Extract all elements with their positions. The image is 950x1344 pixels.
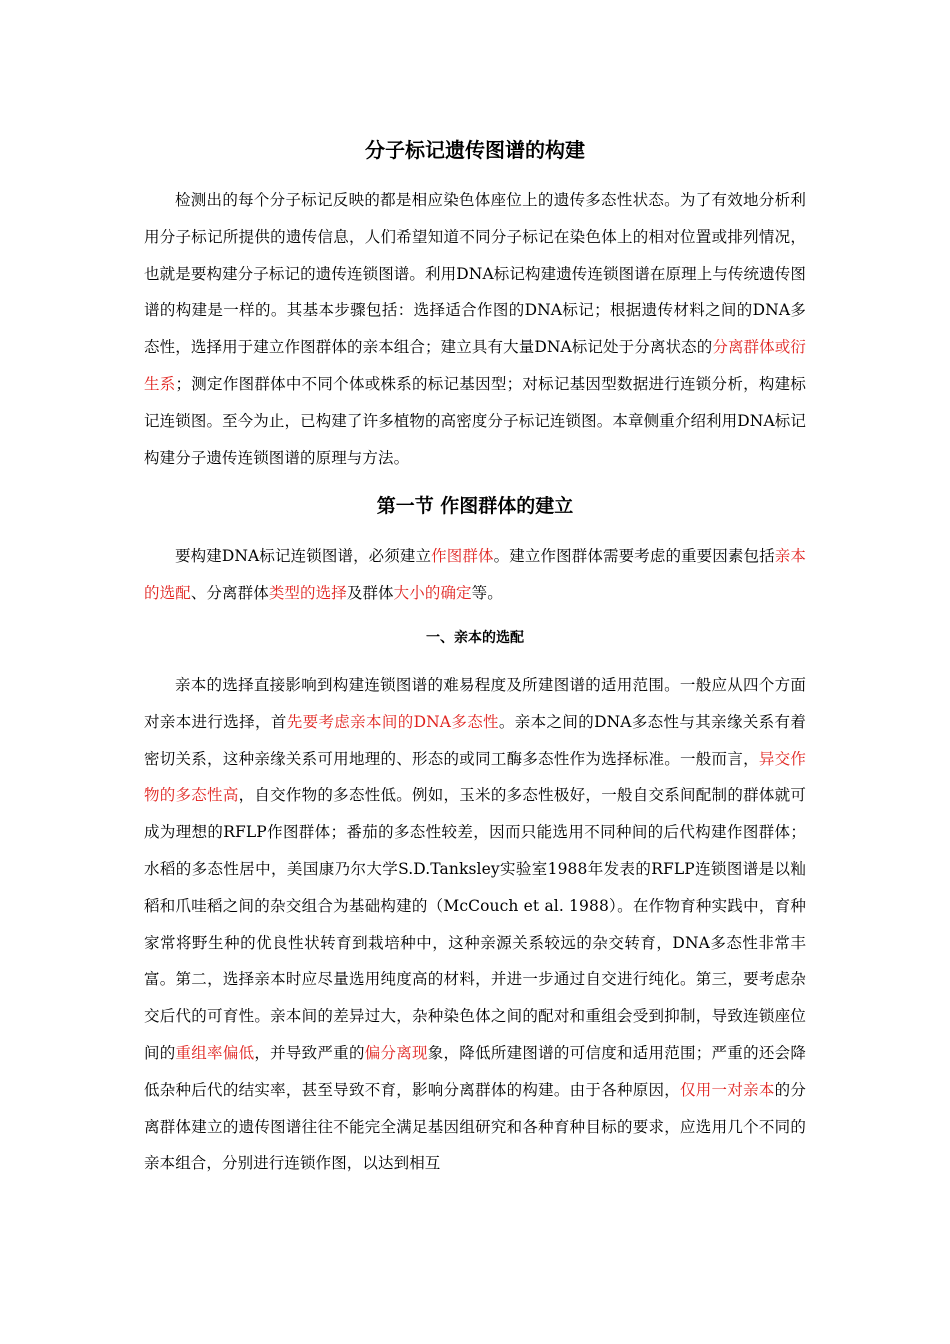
highlight-mapping-population: 作图群体 [431,547,494,565]
document-title: 分子标记遗传图谱的构建 [365,138,585,162]
highlight-type-selection: 类型的选择 [268,583,347,602]
subsection-paragraph [144,667,806,1182]
sub-text-3: ，自交作物的多态性低。例如，玉米的多态性极好，一般自交系间配制的群体就可成为理想的RFLP作图群体；番茄的多态性较差，因而只能选用不同种间的后代构建作图群体；水稻的多态性居中，美国康乃尔大学S.D.Tanksley实验室1988年发表的RFLP连锁图谱是以籼稻和爪哇稻之间的杂交组合为基础构建的（McCouch et al. 1988）。在作物育种实践中，育种家常将野生种的优良性状转育到栽培种中，这种亲源关系较远的杂交转育，DNA多态性非常丰富。第二，选择亲本时应尽量选用纯度高的材料，并进一步通过自交进行纯化。第三，要考虑杂交后代的可育性。亲本间的差异过大，杂种染色体之间的配对和重组会受到抑制，导致连锁座位间的 [144,786,806,1062]
intro-text-1: 检测出的每个分子标记反映的都是相应染色体座位上的遗传多态性状态。为了有效地分析利用分子标记所提供的遗传信息，人们希望知道不同分子标记在染色体上的相对位置或排列情况，也就是要构建分子标记的遗传连锁图谱。利用DNA标记构建遗传连锁图谱在原理上与传统遗传图谱的构建是一样的。其基本步骤包括：选择适合作图的DNA标记；根据遗传材料之间的DNA多态性，选择用于建立作图群体的亲本组合；建立具有大量DNA标记处于分离状态的 [144,191,806,357]
sub-text-1: 亲本的选择直接影响到构建连锁图谱的难易程度及所建图谱的适用范围。一般应从四个方面对亲本进行选择，首 [144,676,806,731]
highlight-segregation-distortion: 偏分离现 [364,1043,428,1062]
highlight-low-recombination: 重组率偏低 [175,1043,255,1062]
section-text-4: 及群体 [346,583,394,602]
section-paragraph [144,538,806,612]
section-text-2: 。建立作图群体需要考虑的重要因素包括 [493,547,775,565]
highlight-single-parent-pair: 仅用一对亲本 [680,1080,775,1099]
section-text-3: 、分离群体 [190,583,269,602]
sub-text-6: 的分离群体建立的遗传图谱往往不能完全满足基因组研究和各种育种目标的要求，应选用几个不同的亲本组合，分别进行连锁作图，以达到相互 [144,1080,806,1173]
sub-text-2: 。亲本之间的DNA多态性与其亲缘关系有着密切关系，这种亲缘关系可用地理的、形态的或同工酶多态性作为选择标准。一般而言， [144,712,806,768]
sub-text-4: ，并导致严重的 [254,1043,365,1062]
subsection-heading: 一、亲本的选配 [426,630,524,646]
intro-text-2: ；测定作图群体中不同个体或株系的标记基因型；对标记基因型数据进行连锁分析，构建标记连锁图。至今为止，已构建了许多植物的高密度分子标记连锁图。本章侧重介绍利用DNA标记构建分子遗传连锁图谱的原理与方法。 [144,374,806,467]
highlight-parent-selection: 亲本的选配 [144,547,806,602]
highlight-size-determination: 大小的确定 [393,583,472,602]
intro-paragraph [144,182,806,476]
section-text-5: 等。 [471,583,503,602]
section-text-1: 要构建DNA标记连锁图谱，必须建立 [175,547,432,565]
highlight-segregating-population: 分离群体或衍生系 [144,338,806,393]
section-heading: 第一节 作图群体的建立 [376,495,574,517]
highlight-outcrossing-polymorphism: 异交作物的多态性高 [144,749,806,805]
sub-text-5: 象，降低所建图谱的可信度和适用范围；严重的还会降低杂种后代的结实率，甚至导致不育，影响分离群体的构建。由于各种原因， [144,1043,806,1099]
highlight-dna-polymorphism: 先要考虑亲本间的DNA多态性 [286,712,499,731]
